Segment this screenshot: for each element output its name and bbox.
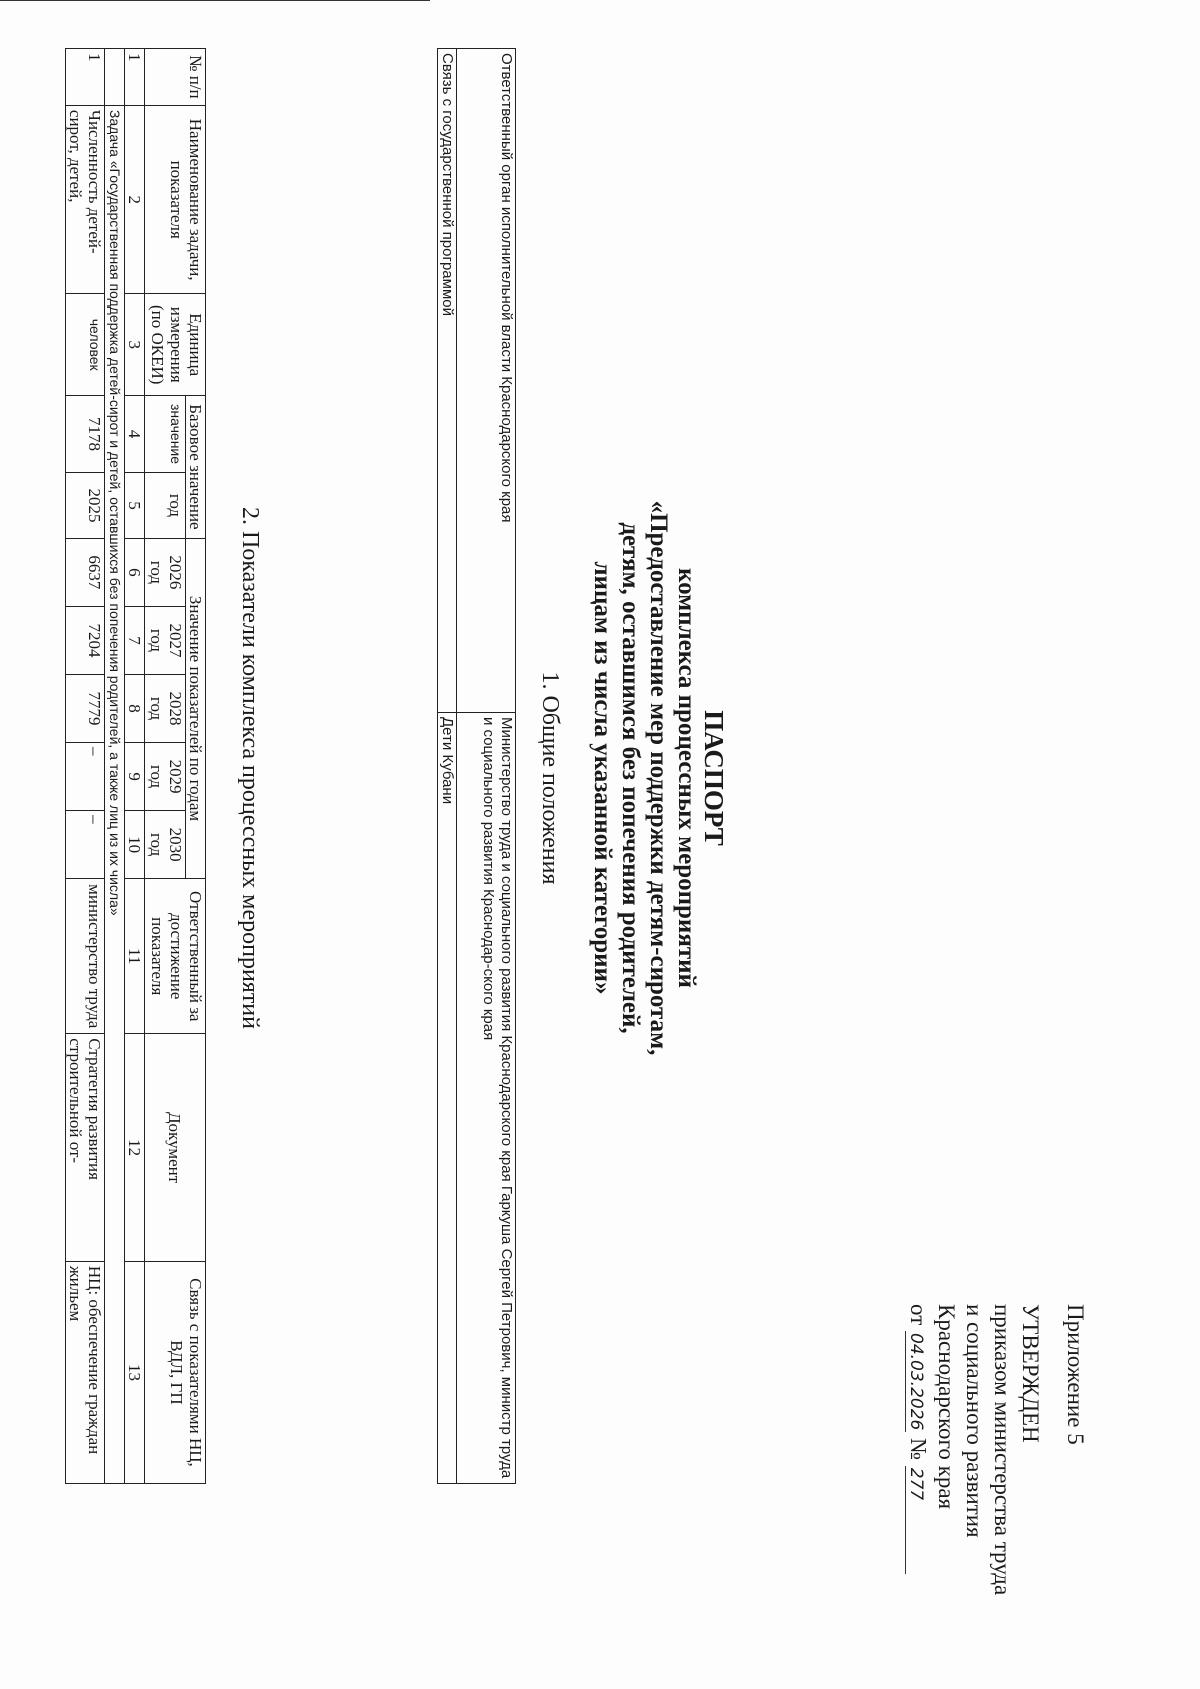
table-row (438, 49, 457, 1484)
handwritten-date: 04.03.2026 (906, 1333, 926, 1431)
value-2026: 6637 (66, 538, 105, 606)
column-number: 6 (125, 538, 145, 606)
row-number: 1 (66, 49, 105, 106)
header-cell: значение (145, 396, 186, 473)
header-cell: 2027 год (145, 606, 186, 674)
header-cell: 2026 год (145, 538, 186, 606)
header-cell: год (145, 473, 186, 539)
value-2030: – (66, 811, 105, 879)
column-number: 5 (125, 473, 145, 539)
title-line-3: «Предоставление мер поддержки детям-сиротам, (645, 500, 672, 1056)
header-cell: Документ (145, 1034, 206, 1262)
value-2029: – (66, 743, 105, 811)
approval-block (902, 1304, 1044, 1634)
table-row (105, 49, 125, 1484)
header-cell: Значение показателей по годам (186, 538, 206, 878)
section-1-heading: 1. Общие положения (537, 671, 563, 885)
column-number: 2 (125, 105, 145, 294)
column-number: 13 (125, 1261, 145, 1483)
table-row (457, 49, 516, 1484)
header-cell: № п/п (145, 49, 206, 106)
link-cell: НЦ: обеспечение граждан жильем (66, 1261, 105, 1483)
document-cell: Стратегия развития строительной от- (66, 1034, 105, 1262)
value-2028: 7779 (66, 674, 105, 742)
number-underline (905, 1502, 926, 1574)
from-label: от (906, 1304, 931, 1326)
base-year: 2025 (66, 473, 105, 539)
indicator-name: Численность детей-сирот, детей, (66, 105, 105, 294)
value-2027: 7204 (66, 606, 105, 674)
number-label: № (906, 1438, 931, 1461)
appendix-label: Приложение 5 (1063, 1304, 1088, 1445)
table-cell: Министерство труда и социального развития Краснодарского края Гаркуша Сергей Петрович, министр труда и социального развития Краснодар-ского края (457, 713, 516, 1484)
column-number: 8 (125, 674, 145, 742)
column-number: 1 (125, 49, 145, 106)
column-number: 7 (125, 606, 145, 674)
table-cell: Дети Кубани (438, 713, 457, 1484)
header-cell: Базовое значение (186, 396, 206, 539)
title-line-1: ПАСПОРТ (699, 710, 729, 846)
column-number: 9 (125, 743, 145, 811)
approved-label: УТВЕРЖДЕН (1018, 1304, 1043, 1443)
indicators-table (65, 48, 206, 1484)
indicator-unit: человек (66, 294, 105, 396)
header-cell: Единица измерения (по ОКЕИ) (145, 294, 206, 396)
title-line-2: комплекса процессных мероприятий (673, 568, 700, 988)
responsible-cell: министерство труда (66, 879, 105, 1034)
column-number: 3 (125, 294, 145, 396)
approval-line-1: приказом министерства труда (990, 1304, 1015, 1596)
approval-date-line (902, 1304, 932, 1634)
top-edge-line (0, 0, 430, 1)
table-cell: Связь с государственной программой (438, 49, 457, 713)
header-cell: Связь с показателями НЦ, ВДЛ, ГП (145, 1261, 206, 1483)
table-cell: Ответственный орган исполнительной власти Краснодарского края (457, 49, 516, 713)
column-number: 12 (125, 1034, 145, 1262)
title-line-5: лицам из числа указанной категории» (589, 561, 616, 995)
header-cell: Наименование задачи, показателя (145, 105, 206, 294)
column-number: 4 (125, 396, 145, 473)
section-2-heading: 2. Показатели комплекса процессных мероприятий (237, 506, 263, 1029)
title-line-4: детям, оставшимся без попечения родителей, (617, 522, 644, 1034)
column-number: 11 (125, 879, 145, 1034)
table-row (186, 49, 206, 1484)
approval-line-3: Краснодарского края (934, 1304, 959, 1510)
handwritten-number: 277 (906, 1467, 926, 1501)
base-value: 7178 (66, 396, 105, 473)
column-number: 10 (125, 811, 145, 879)
header-cell: 2028 год (145, 674, 186, 742)
task-cell: Задача «Государственная поддержка детей-сирот и детей, оставшихся без попечения родителей, а также лиц из их числа» (105, 105, 125, 1483)
table-row (66, 49, 105, 1484)
general-provisions-table (437, 48, 516, 1484)
document-title (588, 328, 728, 1228)
approval-line-2: и социального развития (962, 1304, 987, 1538)
rotated-page (66, 48, 1108, 1630)
table-row (125, 49, 145, 1484)
header-cell: 2029 год (145, 743, 186, 811)
header-cell: 2030 год (145, 811, 186, 879)
header-cell: Ответственный за достижение показателя (145, 879, 206, 1034)
